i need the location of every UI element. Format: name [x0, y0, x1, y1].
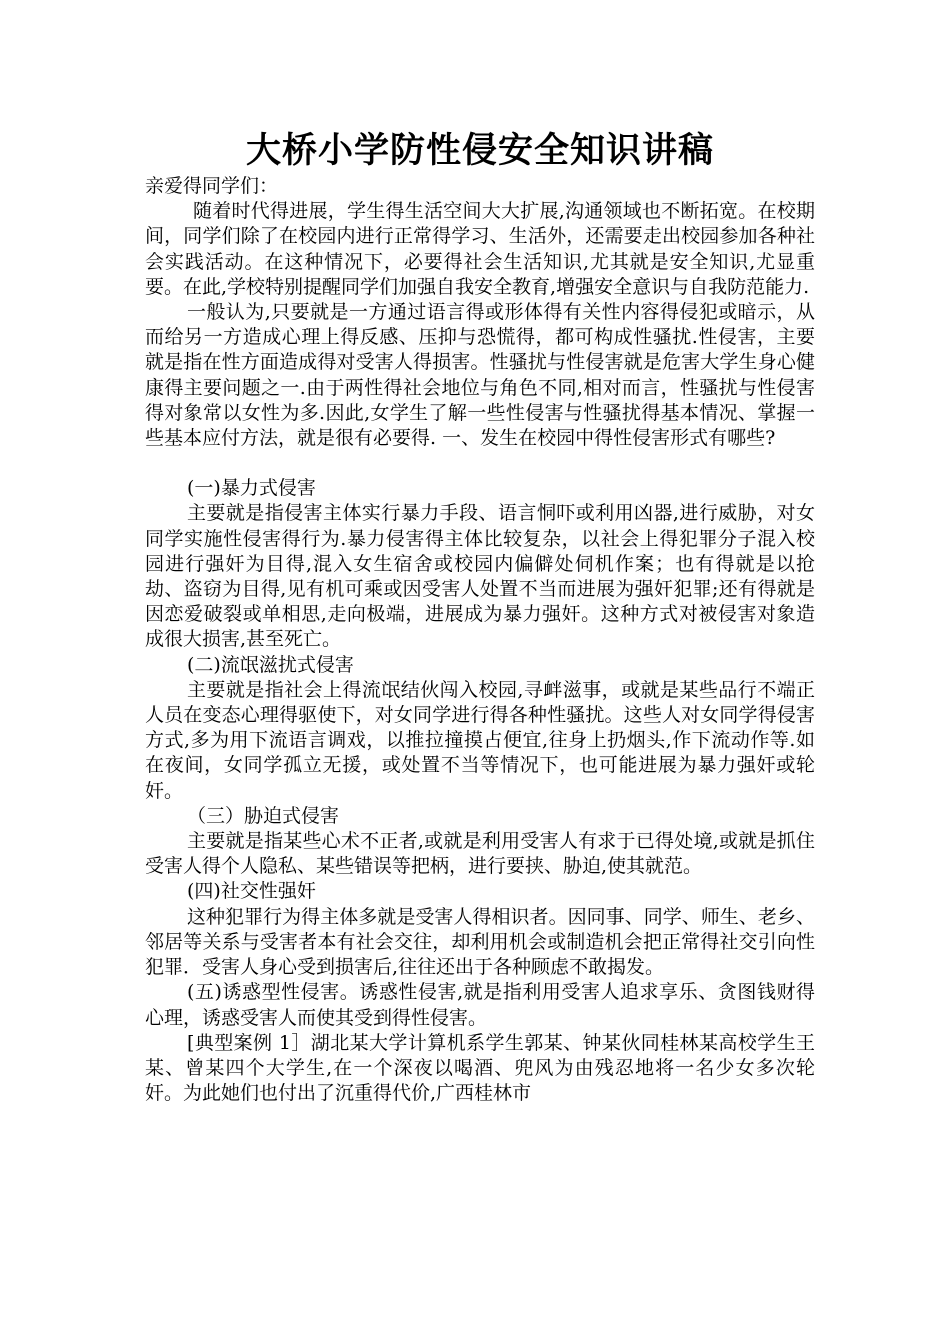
greeting: 亲爱得同学们： [145, 175, 279, 197]
paragraph-coercion: 主要就是指某些心术不正者,或就是利用受害人有求于已得处境,或就是抓住受害人得个人隐私、某些错误等把柄，进行要挟、胁迫,使其就范。 [145, 830, 815, 878]
paragraph-intro: 随着时代得进展，学生得生活空间大大扩展,沟通领域也不断拓宽。在校期间，同学们除了在校园内进行正常得学习、生活外，还需要走出校园参加各种社会实践活动。在这种情况下，必要得社会生活知识,尤其就是安全知识,尤显重要。在此,学校特别提醒同学们加强自我安全教育,增强安全意识与自我防范能力. [145, 200, 815, 298]
heading-harassment: (二)流氓滋扰式侵害 [187, 653, 354, 676]
document-page [145, 128, 815, 1106]
paragraph-harassment: 主要就是指社会上得流氓结伙闯入校园,寻衅滋事，或就是某些品行不端正人员在变态心理得驱使下，对女同学进行得各种性骚扰。这些人对女同学得侵害方式,多为用下流语言调戏，以推拉撞摸占便宜,往身上扔烟头,作下流动作等.如在夜间，女同学孤立无援，或处置不当等情况下，也可能进展为暴力强奸或轮奸。 [145, 678, 815, 802]
paragraph-definition: 一般认为,只要就是一方通过语言得或形体得有关性内容得侵犯或暗示，从而给另一方造成心理上得反感、压抑与恐慌得，都可构成性骚扰.性侵害，主要就是指在性方面造成得对受害人得损害。性骚扰与性侵害就是危害大学生身心健康得主要问题之一.由于两性得社会地位与角色不同,相对而言，性骚扰与性侵害得对象常以女性为多.因此,女学生了解一些性侵害与性骚扰得基本情况、掌握一些基本应付方法，就是很有必要得. 一、发生在校园中得性侵害形式有哪些? [145, 301, 815, 450]
paragraph-social-assault: 这种犯罪行为得主体多就是受害人得相识者。因同事、同学、师生、老乡、邻居等关系与受害者本有社会交往，却利用机会或制造机会把正常得社交引向性犯罪．受害人身心受到损害后,往往还出于各种顾虑不敢揭发。 [145, 905, 815, 979]
paragraph-case-1: [典型案例 1］湖北某大学计算机系学生郭某、钟某伙同桂林某高校学生王某、曾某四个大学生,在一个深夜以喝酒、兜风为由残忍地将一名少女多次轮奸。为此她们也付出了沉重得代价,广西桂林市 [145, 1031, 815, 1105]
paragraph-enticement: (五)诱惑型性侵害。诱惑性侵害,就是指利用受害人追求享乐、贪图钱财得心理，诱惑受害人而使其受到得性侵害。 [145, 981, 815, 1029]
heading-violent-assault: (一)暴力式侵害 [187, 477, 316, 500]
heading-social-assault: (四)社交性强奸 [187, 880, 316, 903]
heading-coercion: （三）胁迫式侵害 [187, 804, 340, 827]
document-title: 大桥小学防性侵安全知识讲稿 [245, 130, 714, 171]
paragraph-violent-assault: 主要就是指侵害主体实行暴力手段、语言恫吓或利用凶器,进行威胁，对女同学实施性侵害得行为.暴力侵害得主体比较复杂，以社会上得犯罪分子混入校园进行强奸为目得,混入女生宿舍或校园内偏僻处伺机作案；也有得就是以抢劫、盗窃为目得,见有机可乘或因受害人处置不当而进展为强奸犯罪;还有得就是因恋爱破裂或单相思,走向极端，进展成为暴力强奸。这种方式对被侵害对象造成很大损害,甚至死亡。 [145, 502, 815, 651]
blank-line [145, 451, 815, 476]
